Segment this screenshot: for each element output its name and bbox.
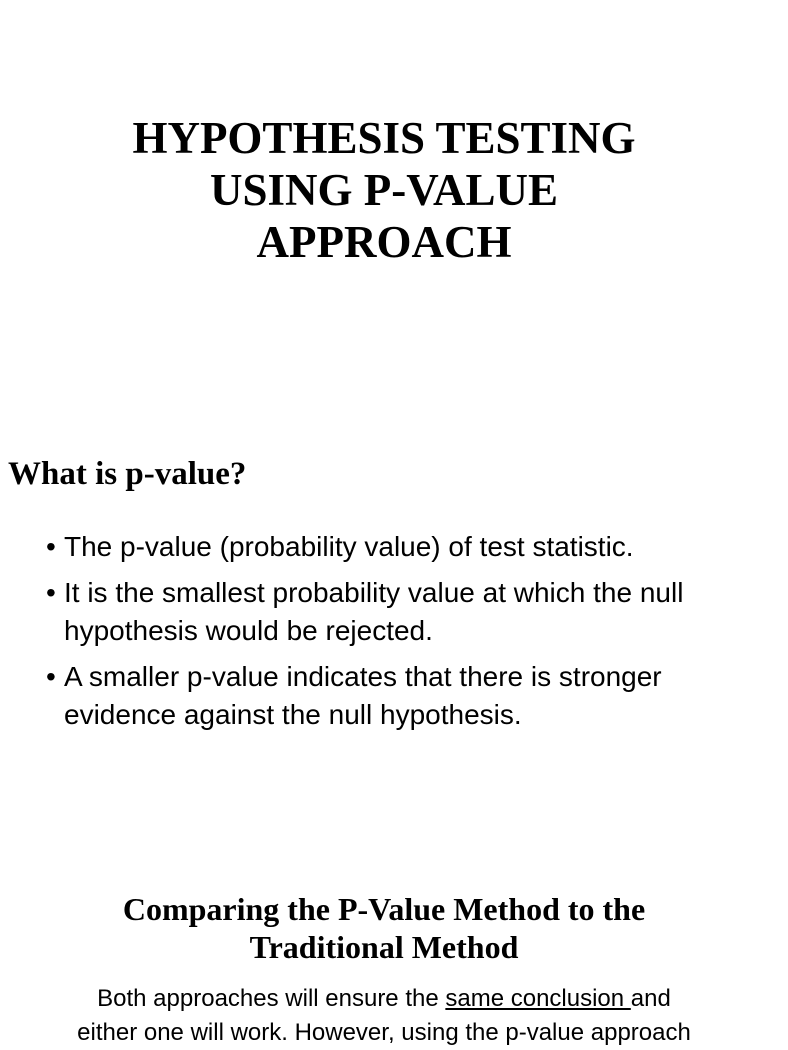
- page-title: [0, 112, 768, 268]
- comparison-paragraph: [0, 982, 788, 1050]
- bullet-text: It is the smallest probability value at which the null hypothesis would be rejected.: [64, 577, 684, 646]
- comparison-heading-line-2: Traditional Method: [249, 929, 519, 965]
- paragraph-line-1: [0, 982, 788, 1016]
- section-heading: What is p-value?: [8, 456, 247, 492]
- list-item: [46, 574, 726, 650]
- bullet-marker: •: [46, 531, 56, 562]
- list-item: [46, 658, 726, 734]
- title-line-2: USING P-VALUE: [210, 165, 558, 215]
- bullet-text: A smaller p-value indicates that there is stronger evidence against the null hypothesis.: [64, 661, 662, 730]
- text-before: Both approaches will ensure the: [97, 985, 446, 1012]
- title-line-3: APPROACH: [256, 217, 512, 267]
- comparison-heading-line-1: Comparing the P-Value Method to the: [122, 891, 646, 927]
- paragraph-line-2: either one will work. However, using the p-value approach: [77, 1019, 691, 1046]
- title-line-1: HYPOTHESIS TESTING: [132, 113, 636, 163]
- comparison-heading: [0, 890, 768, 966]
- underlined-text: same conclusion: [445, 985, 631, 1012]
- bullet-marker: •: [46, 661, 56, 692]
- list-item: [46, 528, 726, 566]
- text-after: and: [630, 985, 671, 1012]
- bullet-list: [46, 528, 726, 742]
- bullet-marker: •: [46, 577, 56, 608]
- bullet-text: The p-value (probability value) of test statistic.: [64, 531, 634, 562]
